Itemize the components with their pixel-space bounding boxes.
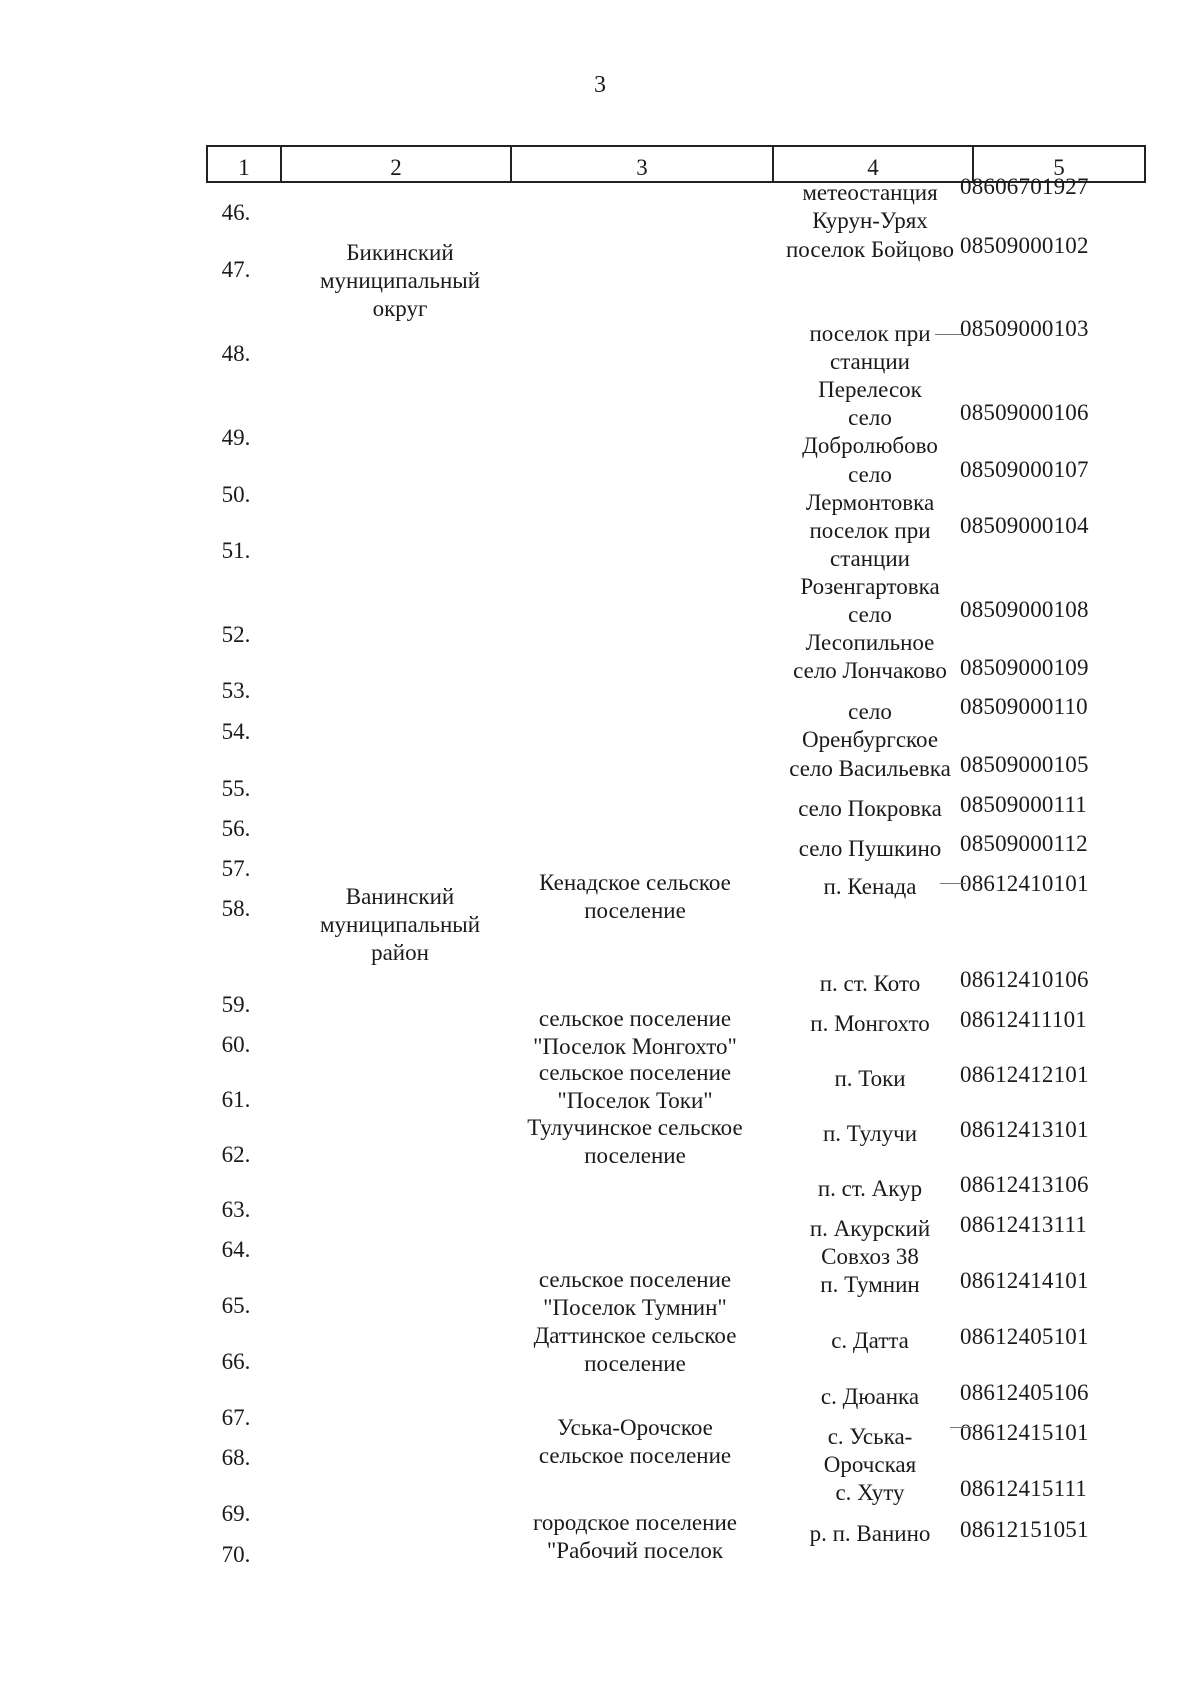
row-number: 59. xyxy=(221,992,251,1017)
row-number: 54. xyxy=(221,719,251,744)
locality-name: село Покровка xyxy=(798,796,942,821)
settlement-toki: сельское поселение "Поселок Токи" xyxy=(538,1060,732,1113)
row-number: 50. xyxy=(221,482,251,507)
locality-name: п. Монгохто xyxy=(810,1011,930,1036)
locality-code: 08612405106 xyxy=(960,1380,1089,1405)
column-header-1: 1 xyxy=(206,145,280,183)
locality-code: 08612413106 xyxy=(960,1172,1089,1197)
row-number: 47. xyxy=(221,257,251,282)
row-number: 69. xyxy=(221,1501,251,1526)
locality-name: с. Уська- Орочская xyxy=(823,1424,917,1477)
row-number: 64. xyxy=(221,1237,251,1262)
locality-code: 08612151051 xyxy=(960,1517,1089,1542)
settlement-vanino: городское поселение "Рабочий поселок xyxy=(533,1510,737,1563)
locality-code: 08509000110 xyxy=(960,694,1088,719)
scan-mark xyxy=(950,1427,972,1428)
scan-mark xyxy=(940,883,966,884)
row-number: 52. xyxy=(221,622,251,647)
locality-code: 08612413101 xyxy=(960,1117,1089,1142)
scan-mark xyxy=(935,334,963,335)
locality-name: село Лермонтовка xyxy=(805,462,935,515)
locality-code: 08509000107 xyxy=(960,457,1089,482)
column-header-4: 4 xyxy=(772,145,972,183)
row-number: 48. xyxy=(221,341,251,366)
locality-name: село Лесопильное xyxy=(805,602,935,655)
locality-name: с. Хуту xyxy=(835,1480,905,1505)
locality-name: п. Токи xyxy=(834,1066,906,1091)
locality-code: 08509000103 xyxy=(960,316,1089,341)
settlement-dattinskoe: Даттинское сельское поселение xyxy=(533,1323,737,1376)
locality-name: п. Акурский Совхоз 38 xyxy=(809,1216,931,1269)
locality-name: село Добролюбово xyxy=(802,405,938,458)
locality-name: село Васильевка xyxy=(789,756,951,781)
row-number: 68. xyxy=(221,1445,251,1470)
row-number: 63. xyxy=(221,1197,251,1222)
row-number: 49. xyxy=(221,425,251,450)
column-header-5: 5 xyxy=(972,145,1146,183)
row-number: 46. xyxy=(221,200,251,225)
locality-name: п. ст. Кото xyxy=(819,971,921,996)
locality-name: село Оренбургское xyxy=(801,699,939,752)
locality-code: 08612410101 xyxy=(960,871,1089,896)
locality-code: 08509000106 xyxy=(960,400,1089,425)
locality-code: 08509000109 xyxy=(960,655,1089,680)
locality-name: село Лончаково xyxy=(793,658,947,683)
locality-code: 08509000108 xyxy=(960,597,1089,622)
locality-code: 08612405101 xyxy=(960,1324,1089,1349)
locality-name: поселок Бойцово xyxy=(785,237,954,262)
row-number: 51. xyxy=(221,538,251,563)
row-number: 61. xyxy=(221,1087,251,1112)
locality-code: 08612415101 xyxy=(960,1420,1089,1445)
locality-code: 08509000104 xyxy=(960,513,1089,538)
locality-name: с. Датта xyxy=(831,1328,909,1353)
locality-name: поселок при станции Розенгартовка xyxy=(800,518,940,599)
settlement-tuluchinskoe: Тулучинское сельское поселение xyxy=(527,1115,743,1168)
locality-name: поселок при станции Перелесок xyxy=(809,321,931,402)
locality-name: п. ст. Акур xyxy=(817,1176,923,1201)
row-number: 67. xyxy=(221,1405,251,1430)
locality-code: 08509000112 xyxy=(960,831,1088,856)
locality-code: 08612412101 xyxy=(960,1062,1089,1087)
locality-code: 08606701927 xyxy=(960,174,1089,199)
locality-code: 08612413111 xyxy=(960,1212,1087,1237)
locality-code: 08612411101 xyxy=(960,1007,1087,1032)
row-number: 62. xyxy=(221,1142,251,1167)
column-header-3: 3 xyxy=(510,145,772,183)
row-number: 58. xyxy=(221,896,251,921)
locality-code: 08612410106 xyxy=(960,967,1089,992)
locality-name: р. п. Ванино xyxy=(809,1521,931,1546)
locality-code: 08509000105 xyxy=(960,752,1089,777)
locality-name: с. Дюанка xyxy=(820,1384,920,1409)
locality-name: п. Тулучи xyxy=(822,1121,918,1146)
locality-name: метеостанция Курун-Уряx xyxy=(802,180,938,233)
locality-code: 08612415111 xyxy=(960,1476,1087,1501)
row-number: 53. xyxy=(221,678,251,703)
page-number: 3 xyxy=(594,72,606,98)
locality-code: 08509000102 xyxy=(960,233,1089,258)
district-bikinsky: Бикинский муниципальный округ xyxy=(319,240,481,321)
row-number: 55. xyxy=(221,776,251,801)
locality-name: село Пушкино xyxy=(798,836,942,861)
row-number: 60. xyxy=(221,1032,251,1057)
district-vaninsky: Ванинский муниципальный район xyxy=(319,884,481,965)
settlement-uska-orochskoe: Уська-Орочское сельское поселение xyxy=(538,1415,732,1468)
settlement-tumnin: сельское поселение "Поселок Тумнин" xyxy=(538,1267,732,1320)
locality-name: п. Кенада xyxy=(823,874,917,899)
locality-code: 08509000111 xyxy=(960,792,1087,817)
column-header-2: 2 xyxy=(280,145,510,183)
row-number: 56. xyxy=(221,816,251,841)
settlement-mongokhto: сельское поселение "Поселок Монгохто" xyxy=(533,1006,737,1059)
row-number: 66. xyxy=(221,1349,251,1374)
row-number: 57. xyxy=(221,856,251,881)
locality-code: 08612414101 xyxy=(960,1268,1089,1293)
locality-name: п. Тумнин xyxy=(820,1272,920,1297)
row-number: 65. xyxy=(221,1293,251,1318)
settlement-kenadskoe: Кенадское сельское поселение xyxy=(539,870,731,923)
row-number: 70. xyxy=(221,1542,251,1567)
